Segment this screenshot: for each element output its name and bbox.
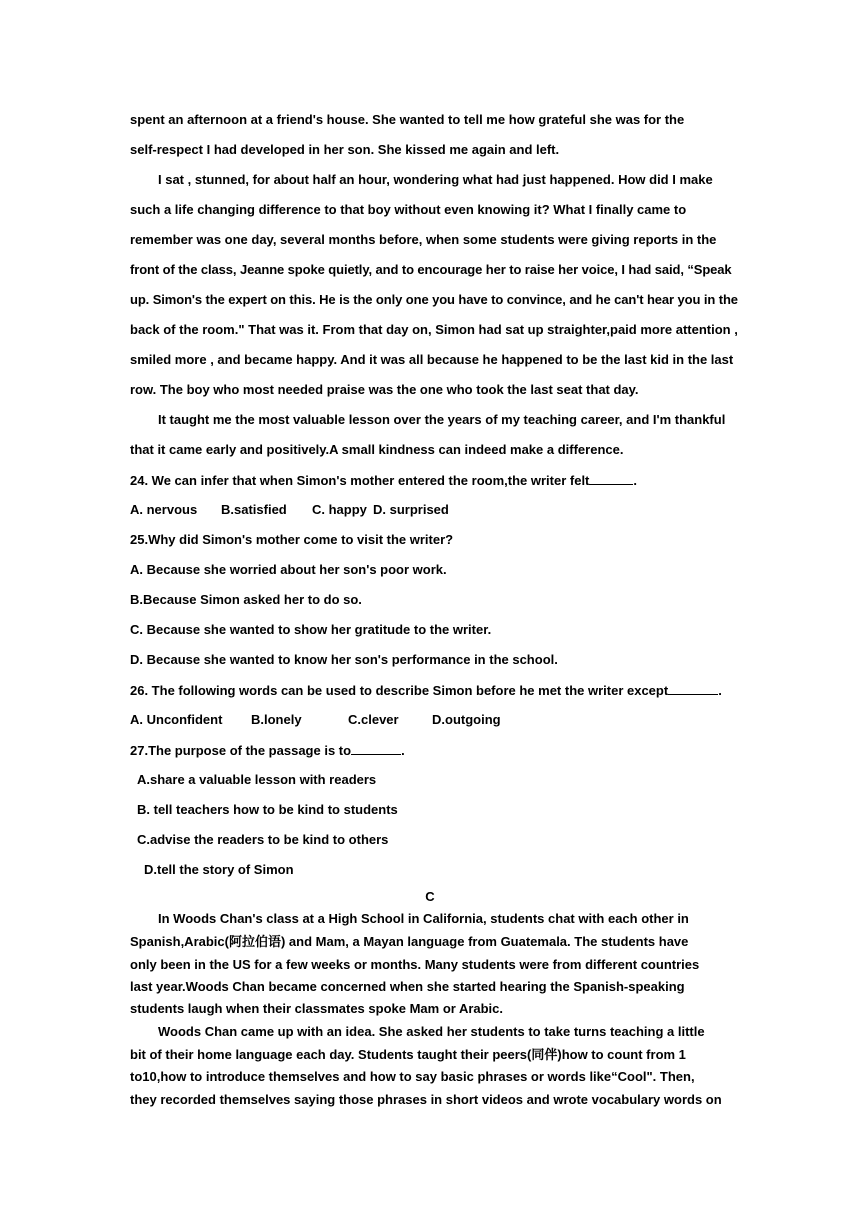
option-c[interactable]: C. happy: [312, 502, 367, 517]
option-d[interactable]: D.tell the story of Simon: [144, 862, 294, 877]
passage-line: bit of their home language each day. Students taught their peers(同伴)how to count from 1: [130, 1047, 686, 1062]
question-24: [130, 471, 637, 490]
option-d[interactable]: D. surprised: [373, 502, 449, 517]
question-end: .: [718, 683, 722, 698]
passage-line: such a life changing difference to that boy without even knowing it? What I finally came to: [130, 202, 687, 217]
question-25: 25.Why did Simon's mother come to visit the writer?: [130, 532, 454, 547]
passage-line: spent an afternoon at a friend's house. She wanted to tell me how grateful she was for the: [130, 112, 685, 127]
option-a[interactable]: A. Unconfident: [130, 712, 223, 727]
passage-line: students laugh when their classmates spoke Mam or Arabic.: [130, 1001, 504, 1016]
option-d[interactable]: D. Because she wanted to know her son's performance in the school.: [130, 652, 558, 667]
passage-line: self-respect I had developed in her son. She kissed me again and left.: [130, 142, 560, 157]
passage-line: In Woods Chan's class at a High School in California, students chat with each other in: [158, 911, 689, 926]
passage-line: Spanish,Arabic(阿拉伯语) and Mam, a Mayan language from Guatemala. The students have: [130, 934, 689, 949]
answer-blank[interactable]: [668, 681, 718, 695]
passage-line: they recorded themselves saying those phrases in short videos and wrote vocabulary words on: [130, 1092, 722, 1107]
option-a[interactable]: A. Because she worried about her son's poor work.: [130, 562, 447, 577]
answer-blank[interactable]: [589, 471, 633, 485]
question-24-options: [130, 501, 449, 519]
passage-line: remember was one day, several months before, when some students were giving reports in the: [130, 232, 717, 247]
question-end: .: [401, 743, 405, 758]
passage-line: last year.Woods Chan became concerned when she started hearing the Spanish-speaking: [130, 979, 685, 994]
question-stem: 27.The purpose of the passage is to: [130, 743, 352, 758]
option-a[interactable]: A.share a valuable lesson with readers: [137, 772, 377, 787]
option-a[interactable]: A. nervous: [130, 502, 198, 517]
question-26: [130, 681, 722, 700]
option-b[interactable]: B.Because Simon asked her to do so.: [130, 592, 362, 607]
passage-line: I sat , stunned, for about half an hour, wondering what had just happened. How did I make: [158, 172, 713, 187]
question-stem: 24. We can infer that when Simon's mother entered the room,the writer felt: [130, 473, 590, 488]
answer-blank[interactable]: [351, 741, 401, 755]
question-26-options: [130, 711, 501, 729]
passage-line: that it came early and positively.A small kindness can indeed make a difference.: [130, 442, 624, 457]
passage-line: up. Simon's the expert on this. He is the only one you have to convince, and he can't hear you in the: [130, 292, 738, 307]
passage-line: It taught me the most valuable lesson over the years of my teaching career, and I'm thankful: [158, 412, 726, 427]
option-b[interactable]: B. tell teachers how to be kind to students: [137, 802, 398, 817]
question-end: .: [633, 473, 638, 488]
option-b[interactable]: B.satisfied: [221, 502, 287, 517]
option-c[interactable]: C.advise the readers to be kind to others: [137, 832, 389, 847]
passage-line: smiled more , and became happy. And it was all because he happened to be the last kid in the last: [130, 352, 734, 367]
passage-line: front of the class, Jeanne spoke quietly, and to encourage her to raise her voice, I had said, “Speak: [130, 262, 732, 277]
passage-line: Woods Chan came up with an idea. She asked her students to take turns teaching a little: [158, 1024, 705, 1039]
passage-line: row. The boy who most needed praise was the one who took the last seat that day.: [130, 382, 639, 397]
section-heading: C: [425, 889, 435, 904]
question-27: [130, 741, 405, 760]
option-d[interactable]: D.outgoing: [432, 712, 501, 727]
option-c[interactable]: C. Because she wanted to show her gratitude to the writer.: [130, 622, 492, 637]
question-stem: 26. The following words can be used to describe Simon before he met the writer except: [130, 683, 669, 698]
option-c[interactable]: C.clever: [348, 712, 399, 727]
passage-line: to10,how to introduce themselves and how to say basic phrases or words like“Cool". Then,: [130, 1069, 695, 1084]
option-b[interactable]: B.lonely: [251, 712, 302, 727]
passage-line: only been in the US for a few weeks or months. Many students were from different countries: [130, 957, 700, 972]
passage-line: back of the room." That was it. From that day on, Simon had sat up straighter,paid more attention ,: [130, 322, 738, 337]
